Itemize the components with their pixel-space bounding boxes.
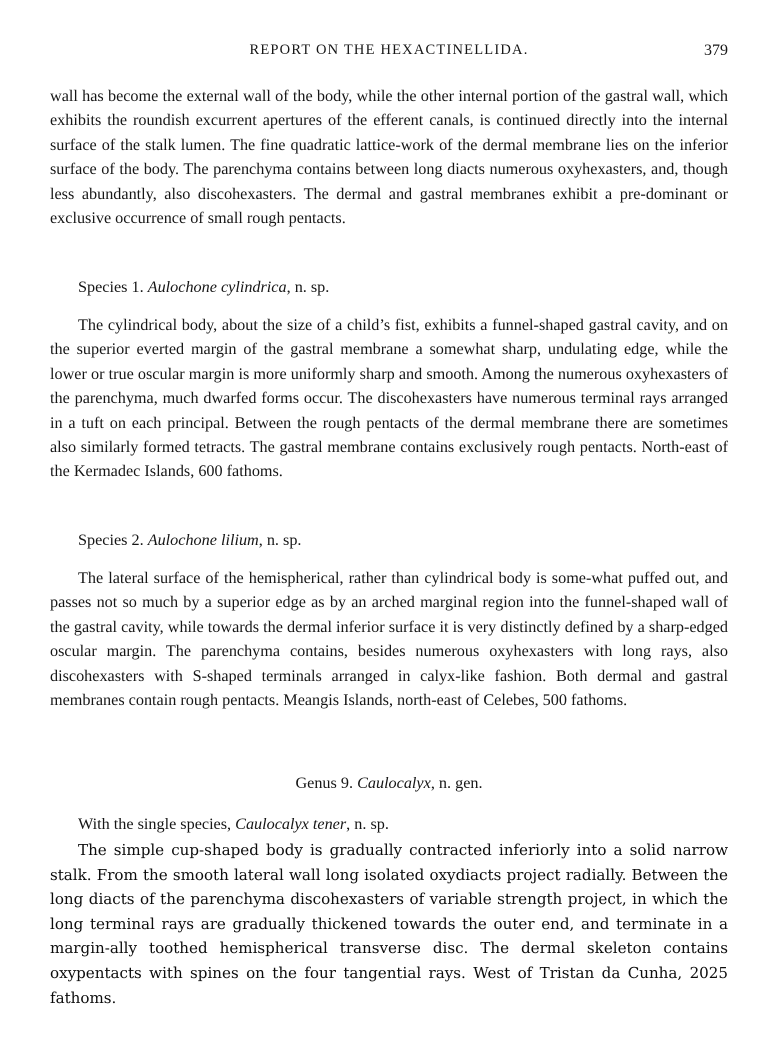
page-number: 379 <box>704 42 728 59</box>
species-2-heading <box>78 531 301 550</box>
running-title: REPORT ON THE HEXACTINELLIDA. <box>249 42 529 58</box>
single-species-suffix: , n. sp. <box>346 815 389 833</box>
species-1-name: Aulochone cylindrica <box>147 278 287 296</box>
genus-9-description: The simple cup-shaped body is gradually contracted inferiorly into a solid narrow stalk. From the smooth lateral wall long isolated oxydiacts project radially. Between the long diacts of the parenchyma discohexasters of variable strength project, in which the long terminal rays are gradually thickened towards the outer end, and terminate in a margin-ally toothed hemispherical transverse disc. The dermal skeleton contains oxypentacts with spines on the four tangential rays. West of Tristan da Cunha, 2025 fathoms. <box>50 841 728 1007</box>
single-species-name: Caulocalyx tener <box>235 815 347 833</box>
single-species-line <box>78 815 389 834</box>
species-1-heading <box>78 278 329 297</box>
species-2-name: Aulochone lilium <box>147 531 259 549</box>
intro-paragraph: wall has become the external wall of the body, while the other internal portion of the gastral wall, which exhibits the roundish excurrent apertures of the efferent canals, is continued directly into the internal surface of the stalk lumen. The fine quadratic lattice-work of the dermal membrane lies on the inferior surface of the body. The parenchyma contains between long diacts numerous oxyhexasters, and, though less abundantly, also discohexasters. The dermal and gastral membranes exhibit a pre-dominant or exclusive occurrence of small rough pentacts. <box>50 87 728 228</box>
species-2-description: The lateral surface of the hemispherical, rather than cylindrical body is some-what puffed out, and passes not so much by a superior edge as by an arched marginal region into the funnel-shaped wall of the gastral cavity, while towards the dermal inferior surface it is very distinctly defined by a sharp-edged oscular margin. The parenchyma contains, besides numerous oxyhexasters with long rays, also discohexasters with S-shaped terminals arranged in calyx-like fashion. Both dermal and gastral membranes contain rough pentacts. Meangis Islands, north-east of Celebes, 500 fathoms. <box>50 569 728 710</box>
species-1-suffix: , n. sp. <box>286 278 330 296</box>
species-1-label: Species 1. <box>78 278 144 296</box>
page-header <box>50 42 728 66</box>
species-1-description: The cylindrical body, about the size of a child’s fist, exhibits a funnel-shaped gastral cavity, and on the superior everted margin of the gastral membrane a somewhat sharp, undulating edge, while the lower or true oscular margin is more uniformly sharp and smooth. Among the numerous oxyhexasters of the parenchyma, much dwarfed forms occur. The discohexasters have numerous terminal rays arranged in a tuft on each principal. Between the rough pentacts of the dermal membrane there are sometimes also similarly formed tetracts. The gastral membrane contains exclusively rough pentacts. North-east of the Kermadec Islands, 600 fathoms. <box>50 316 728 481</box>
species-2-suffix: , n. sp. <box>258 531 302 549</box>
single-species-prefix: With the single species, <box>78 815 232 833</box>
genus-9-name: Caulocalyx <box>357 774 431 792</box>
genus-9-heading <box>50 774 728 793</box>
genus-9-suffix: , n. gen. <box>430 774 483 792</box>
species-2-label: Species 2. <box>78 531 144 549</box>
genus-9-label: Genus 9. <box>295 774 354 792</box>
